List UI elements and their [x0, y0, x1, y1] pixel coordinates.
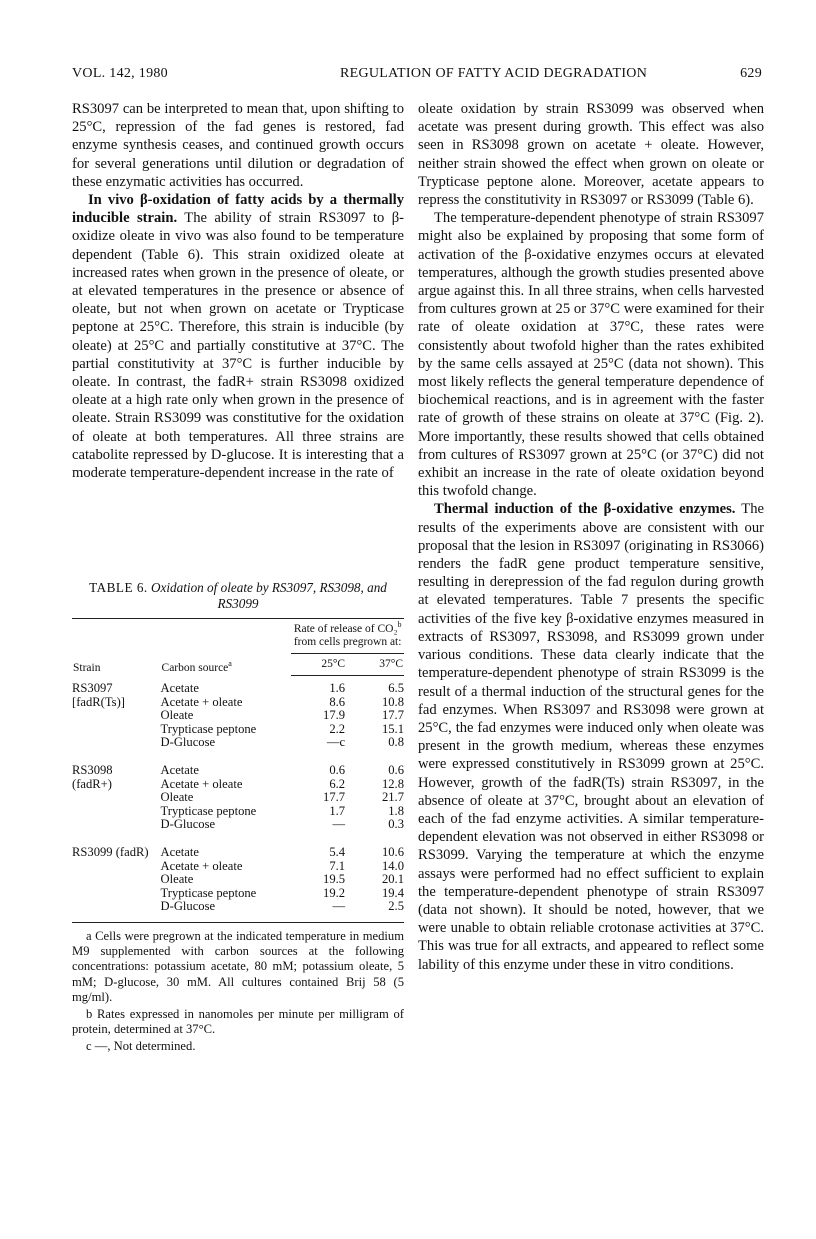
cell-carbon-source: Trypticase peptone [160, 803, 257, 818]
cell-strain: RS3098 [72, 762, 113, 777]
cell-strain: RS3099 (fadR) [72, 844, 149, 859]
table-row [72, 709, 404, 723]
cell-rate-25c: 2.2 [329, 721, 346, 736]
cell-strain [72, 736, 161, 750]
cell-rate-37c: 0.8 [388, 735, 404, 750]
cell-rate-25c: 1.6 [329, 681, 346, 695]
paragraph: oleate oxidation by strain RS3099 was observed when acetate was present during growth. This effect was also seen in RS3098 grown on acetate + oleate. However, neither strain showed the effect when grown on oleate or Trypticase peptone alone. Moreover, acetate appears to repress the constitutivity in RS3097 or RS3099 (Table 6). [418, 101, 764, 209]
cell-rate-37c: 0.3 [388, 817, 404, 832]
cell-rate-25c: 19.2 [323, 885, 346, 900]
cell-rate-37c: 12.8 [381, 776, 404, 791]
table-row [72, 860, 404, 874]
cell-carbon-source: D-Glucose [160, 817, 216, 832]
cell-carbon-source: D-Glucose [160, 735, 216, 750]
cell-strain: (fadR+) [72, 776, 112, 791]
table-row [72, 900, 404, 914]
cell-rate-37c: 19.4 [381, 885, 404, 900]
table-label: TABLE 6. [89, 580, 148, 595]
cell-rate-37c: 20.1 [381, 872, 404, 887]
header-carbon-source: Carbon source$^a$ [161, 619, 292, 676]
cell-carbon-source: D-Glucose [160, 899, 216, 914]
paragraph: The temperature-dependent phenotype of strain RS3097 might also be explained by proposing that some form of activation of the β-oxidative enzymes occurs at elevated temperatures, although the growth studies presented above argue against this. In all three strains, when cells harvested from cultures grown at 25 or 37°C were examined for their rate of oleate oxidation at 37°C, these rates were consistently about twofold higher than the rates exhibited by the same cells assayed at 25°C (data not shown). This most likely reflects the general temperature dependence of biochemical reactions, and is in agreement with the faster rate of growth of these strains on oleate at 37°C (Fig. 2). More importantly, these results showed that cells obtained from cultures of RS3097 grown at 25°C (or 37°C) did not exhibit an increase in the rate of oleate oxidation beyond this twofold change. [418, 210, 764, 500]
cell-carbon-source: Acetate + oleate [160, 694, 243, 709]
cell-strain [72, 900, 161, 914]
cell-rate-25c: —c [326, 735, 346, 750]
cell-carbon-source: Acetate [160, 680, 199, 695]
table-row [72, 887, 404, 901]
cell-carbon-source: Trypticase peptone [160, 721, 257, 736]
cell-rate-25c: 1.7 [329, 803, 346, 818]
cell-strain: [fadR(Ts)] [72, 694, 125, 709]
table-row [72, 791, 404, 805]
table-row [72, 736, 404, 750]
cell-rate-37c: 10.8 [381, 694, 404, 709]
table-footnotes [72, 922, 404, 1055]
paragraph-section [72, 191, 404, 482]
table-row [72, 832, 404, 860]
cell-rate-37c: 17.7 [381, 708, 404, 723]
table-row [72, 805, 404, 819]
table-header-row [72, 619, 404, 654]
cell-rate-25c: — [332, 817, 346, 832]
paragraph-body: The ability of strain RS3097 to β-oxidize oleate in vivo was also found to be temperature dependent (Table 6). This strain oxidized oleate at increased rates when grown in the presence of oleate, or at elevated temperatures in the presence or absence of oleate, but not when grown on acetate or Trypticase peptone at 25°C. Therefore, this strain is inducible (by oleate) at 25°C and partially constitutive at 37°C. The partial constitutivity at 37°C is further inducible by oleate. In contrast, the fadR+ strain RS3098 oxidized oleate at a high rate only when grown in the presence of oleate. Strain RS3099 was constitutive for the oxidation of oleate at both temperatures. All three strains are catabolite repressed by D-glucose. It is interesting that a moderate temperature-dependent increase in the rate of [72, 210, 405, 482]
header-rate: Rate of release of CO₂$^b$ from cells pregrown at: [291, 619, 404, 654]
cell-rate-37c: 0.6 [388, 762, 404, 777]
right-column [418, 100, 764, 974]
section-heading: In vivo β-oxidation of fatty acids by a thermally inducible strain. [72, 192, 404, 227]
paragraph-body: The results of the experiments above are consistent with our proposal that the lesion in RS3097 (originating in RS3066) renders the fadR gene product temperature sensitive, resulting in derepression of the fad regulon during growth at elevated temperatures. Table 7 presents the specific activities of the five key β-oxidative enzymes measured in extracts of RS3097, RS3098, and RS3099 grown under various conditions. These data clearly indicate that the temperature-dependent phenotype of strain RS3099 is the result of a thermal induction of the structural genes for the fad enzymes. When RS3097 and RS3098 were grown at 25°C, the fad enzymes were induced only when oleate was present in the growth medium, whereas these enzymes were expressed constitutively in RS3099 grown at 25°C. However, growth of the fadR(Ts) strain RS3097, in the absence of oleate at 37°C, brought about an elevation of each of the fad enzyme activities. A similar temperature-dependent elevation was not observed in either RS3098 or RS3099. Varying the temperature at which the enzyme assays were performed had no effect sufficient to explain the temperature-dependent phenotype of strain RS3097 (data not shown). It should be noted, however, that we were unable to obtain reliable crotonase activities at 37°C. This was true for all extracts, and appeared to reflect some lability of this enzyme under these in vitro conditions. [418, 501, 764, 973]
footnote-b: b Rates expressed in nanomoles per minute per milligram of protein, determined at 37°C. [72, 1006, 404, 1037]
cell-carbon-source: Acetate [160, 844, 199, 859]
cell-strain [72, 860, 161, 874]
cell-strain: RS3097 [72, 680, 113, 695]
cell-strain [72, 791, 161, 805]
footnote-c: c —, Not determined. [86, 1039, 196, 1054]
cell-rate-25c: 6.2 [329, 776, 346, 791]
paragraph-section [418, 500, 764, 973]
cell-carbon-source: Oleate [160, 708, 194, 723]
cell-carbon-source: Acetate + oleate [160, 776, 243, 791]
header-strain: Strain [72, 619, 161, 676]
cell-rate-25c: 0.6 [329, 762, 346, 777]
cell-rate-37c: 15.1 [381, 721, 404, 736]
cell-strain [72, 723, 161, 737]
cell-strain [72, 818, 161, 832]
cell-rate-25c: 7.1 [329, 858, 346, 873]
cell-rate-25c: 19.5 [323, 872, 346, 887]
data-table [72, 618, 404, 914]
cell-rate-37c: 2.5 [388, 899, 404, 914]
paragraph: RS3097 can be interpreted to mean that, upon shifting to 25°C, repression of the fad genes is restored, fad enzyme synthesis ceases, and continued growth occurs for several generations until dilution or degradation of these enzymatic activities has occurred. [72, 101, 404, 190]
cell-strain [72, 873, 161, 887]
cell-rate-37c: 21.7 [381, 790, 404, 805]
cell-carbon-source: Oleate [160, 872, 194, 887]
cell-rate-25c: 17.9 [323, 708, 346, 723]
cell-carbon-source: Acetate [160, 762, 199, 777]
running-title: REGULATION OF FATTY ACID DEGRADATION [340, 66, 648, 81]
cell-rate-37c: 6.5 [388, 681, 404, 695]
footnote-a: a Cells were pregrown at the indicated temperature in medium M9 supplemented with carbon sources at the following concentrations: potassium acetate, 80 mM; potassium oleate, 5 mM; D-glucose, 30 mM. All cultures contained Brij 58 (5 mg/ml). [72, 928, 404, 1004]
header-25c: 25°C [291, 654, 351, 676]
table-row [72, 873, 404, 887]
cell-rate-25c: 5.4 [329, 844, 346, 859]
cell-carbon-source: Oleate [160, 790, 194, 805]
table-row [72, 696, 404, 710]
cell-strain [72, 805, 161, 819]
page-number: 629 [740, 66, 762, 81]
table-row [72, 750, 404, 778]
cell-rate-37c: 14.0 [381, 858, 404, 873]
running-header [72, 66, 762, 86]
table-row [72, 723, 404, 737]
cell-strain [72, 709, 161, 723]
cell-carbon-source: Trypticase peptone [160, 885, 257, 900]
cell-strain [72, 887, 161, 901]
table-row [72, 818, 404, 832]
section-heading: Thermal induction of the β-oxidative enzymes. [434, 501, 736, 518]
table-title: Oxidation of oleate by RS3097, RS3098, and RS3099 [151, 580, 387, 611]
cell-rate-25c: — [332, 899, 346, 914]
table-body [72, 676, 404, 914]
table-caption [72, 580, 404, 612]
cell-carbon-source: Acetate + oleate [160, 858, 243, 873]
journal-volume: VOL. 142, 1980 [72, 66, 168, 81]
table-row [72, 676, 404, 696]
table-row [72, 778, 404, 792]
left-column [72, 100, 404, 482]
table-6 [72, 580, 404, 1057]
cell-rate-37c: 1.8 [388, 803, 404, 818]
cell-rate-37c: 10.6 [381, 844, 404, 859]
cell-rate-25c: 17.7 [323, 790, 346, 805]
header-37c: 37°C [351, 654, 404, 676]
cell-rate-25c: 8.6 [329, 694, 346, 709]
